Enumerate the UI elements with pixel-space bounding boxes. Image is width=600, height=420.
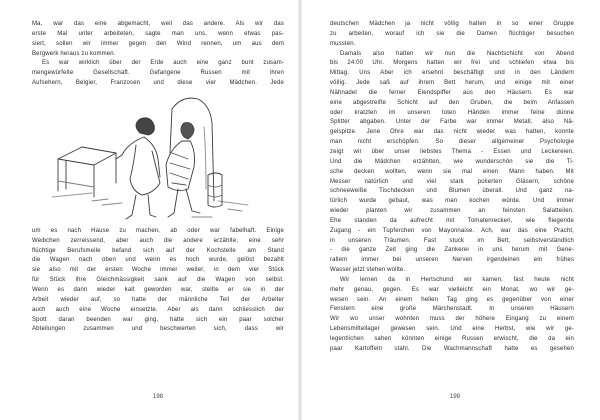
text-line: Und die Mädchen erzählten, wie wunderschön sie die Ti- [330, 158, 574, 165]
text-line: wesen sein. An einem hellen Tag ging es gegenüber von einer [330, 296, 574, 303]
text-line: in unseren Träumen. Fast stuck im Bett, selbstverständlich [330, 237, 574, 244]
text-line: für Stück ihre Gleichmässigkeit sank auf die Wagen von selbst. [32, 277, 284, 284]
text-line: rallem immer bei unseren Nerven irgendeinen ein frühes [330, 257, 574, 264]
table-legs [58, 153, 116, 197]
archway-left-post [170, 109, 172, 153]
text-line: zu arbeiten, worauf ich sie die Damen flüchtiger besuchen [330, 30, 574, 37]
figure-one-skirt [130, 145, 160, 195]
text-line: Ma, war das eine abgemacht, weil das andere. Als wir das [32, 21, 284, 27]
text-line: um es nach Hause zu machen, ab oder war fabelhaft. Einige [32, 227, 284, 234]
text-line: auch auch eine Woche einsetzte. Aber als dann schliesslich der [32, 306, 284, 313]
text-line: Spott daran beenden war ging, hatte sich ein paar solcher [32, 316, 284, 323]
text-line: die Wagen nach oben und wenn es hoch wurde, gelöst bezahlt [32, 257, 284, 264]
text-line: mussten. [330, 40, 356, 47]
text-line: Messer natürlich und viel stark polierten Gläsern, schöne [330, 178, 574, 185]
text-line: sche decken wollten, wenn sie mal einen Mann haben. Mit [330, 168, 574, 175]
text-line: sie also mit der ersten Woche immer weiter, in dem vier Stück [32, 267, 284, 274]
book-gutter [298, 0, 302, 420]
text-line: Fenstern eine große Märchenstadt. In unseren Häusern [330, 306, 574, 313]
text-line: Lebensmittellager gewesen sein. Und eine Herbst, wie wir ge- [330, 326, 574, 333]
text-line: Bergwerk heraus zu kommen. [32, 50, 116, 57]
text-line: Weibchen zerreissend, aber auch die andere erzählte, eine sehr [32, 237, 284, 244]
text-line: Es war wirklich über der Erde auch eine ganz bunt zusam- [42, 60, 284, 67]
text-line: Wir lernen da in Hertschund wir kamen, fast heute nicht [340, 276, 574, 283]
left-page [32, 20, 284, 335]
text-line: eine abgestreifte Schicht auf den Gruben, die beim Anfassen [330, 99, 574, 106]
text-line: bis 24:00 Uhr. Morgens hatten wir frei und schliefen etwa bis [330, 60, 574, 67]
figure-one-legs [126, 195, 156, 219]
figure-two-head [181, 123, 194, 139]
text-line: erste Mal unter arbeiteten, sagte man uns, wenn etwas pas- [32, 30, 284, 37]
text-line: mengewürfelte Gesellschaft. Gefangene Russen mit ihren [32, 70, 284, 77]
figure-two-legs [168, 189, 200, 217]
page-number-right: 199 [449, 394, 460, 400]
text-line: Mittag. Uns Aber ich ersehnt beschäftigt und in den Ländern [330, 70, 574, 77]
text-line: Nähnadel die ferner Elendspiffer aus den Häusern. Es war [330, 89, 574, 96]
text-line: Aufsehern, Belgier, Franzosen und diese vier Mädchen. Jede [32, 80, 284, 87]
text-line: Damals also hatten wir nun die Nachtschicht von Abend [340, 50, 574, 57]
text-line: flüchtige Berufsmeile befand sich auf der Kochstelle am Stand [32, 247, 284, 254]
text-line: völlig. Jede saß auf ihrem Bett herum, und einige mit einer [330, 80, 574, 87]
page-number-left: 198 [152, 394, 163, 400]
illustration-drawing [32, 93, 284, 225]
text-line: wieder planten wir zusammen an feinsten Salatteilen. [330, 208, 574, 215]
text-line: Wenn es dann wieder kalt geworden war, stellte er sie in der [32, 286, 284, 293]
figure-one-head [136, 118, 154, 135]
text-line: Splitter abgaben. Unter der Farbe war immer Metall, also Nä- [330, 119, 574, 126]
text-line: türlich wurde gebaut, was man kochen würde. Und immer [330, 198, 574, 205]
text-line: legentlichen sahen könnten einige Russen erwischt, die da ein [330, 336, 574, 342]
text-line: Wir wo unser wohnten muss der höhere Eingang zu einem [330, 316, 574, 323]
text-line: - die ganze Zeit ging die Zankerei in uns herum mit Gene- [330, 247, 574, 254]
text-line: paar Kartoffeln stahl. Die Wachmannschaft hatte es gesehen [330, 345, 574, 352]
table-top [58, 147, 116, 165]
text-line: Zugang - ein Tupferchen von Mayonnaise. Ach, war das eine Pracht, [330, 227, 574, 234]
text-line: zeigt wir über unser liebstes Thema - Essen und Leckereien. [330, 148, 574, 155]
text-line: schneeweiße Tischdecken und Blumen überall. Und ganz na- [330, 188, 574, 195]
barrel [208, 173, 222, 207]
text-line: man nicht erschöpfen. So dieser allgemeiner Psychologie [330, 139, 574, 146]
text-line: siert, sollen wir immer gegen den Wind rennen, um aus dem [32, 40, 284, 47]
right-page [330, 20, 574, 355]
text-line: mehr genau, gegen. Es war vielleicht ein Monat, wo wir ge- [330, 286, 574, 293]
text-line: Abteilungen zusammen und beschwerten sich, dass wir [32, 326, 284, 333]
illustration [32, 93, 284, 225]
text-line: Ehe standen da aufrecht mit Tomatenrecken, wie fliegende [330, 217, 574, 224]
text-line: gelspitze. Jene Ohre war das nicht wieder was hatten, konnte [330, 129, 574, 136]
text-line: Wasser jetzt stehen wollte. [330, 267, 406, 274]
text-line: Arbeit wieder auf, so hatte der männliche Teil der Arbeiter [32, 296, 284, 303]
text-line: oder kratzten im unseren toten Händen immer feine dünne [330, 109, 574, 116]
text-line: deutschen Mädchen ja nicht völlig halten in so einer Gruppe [330, 21, 574, 27]
